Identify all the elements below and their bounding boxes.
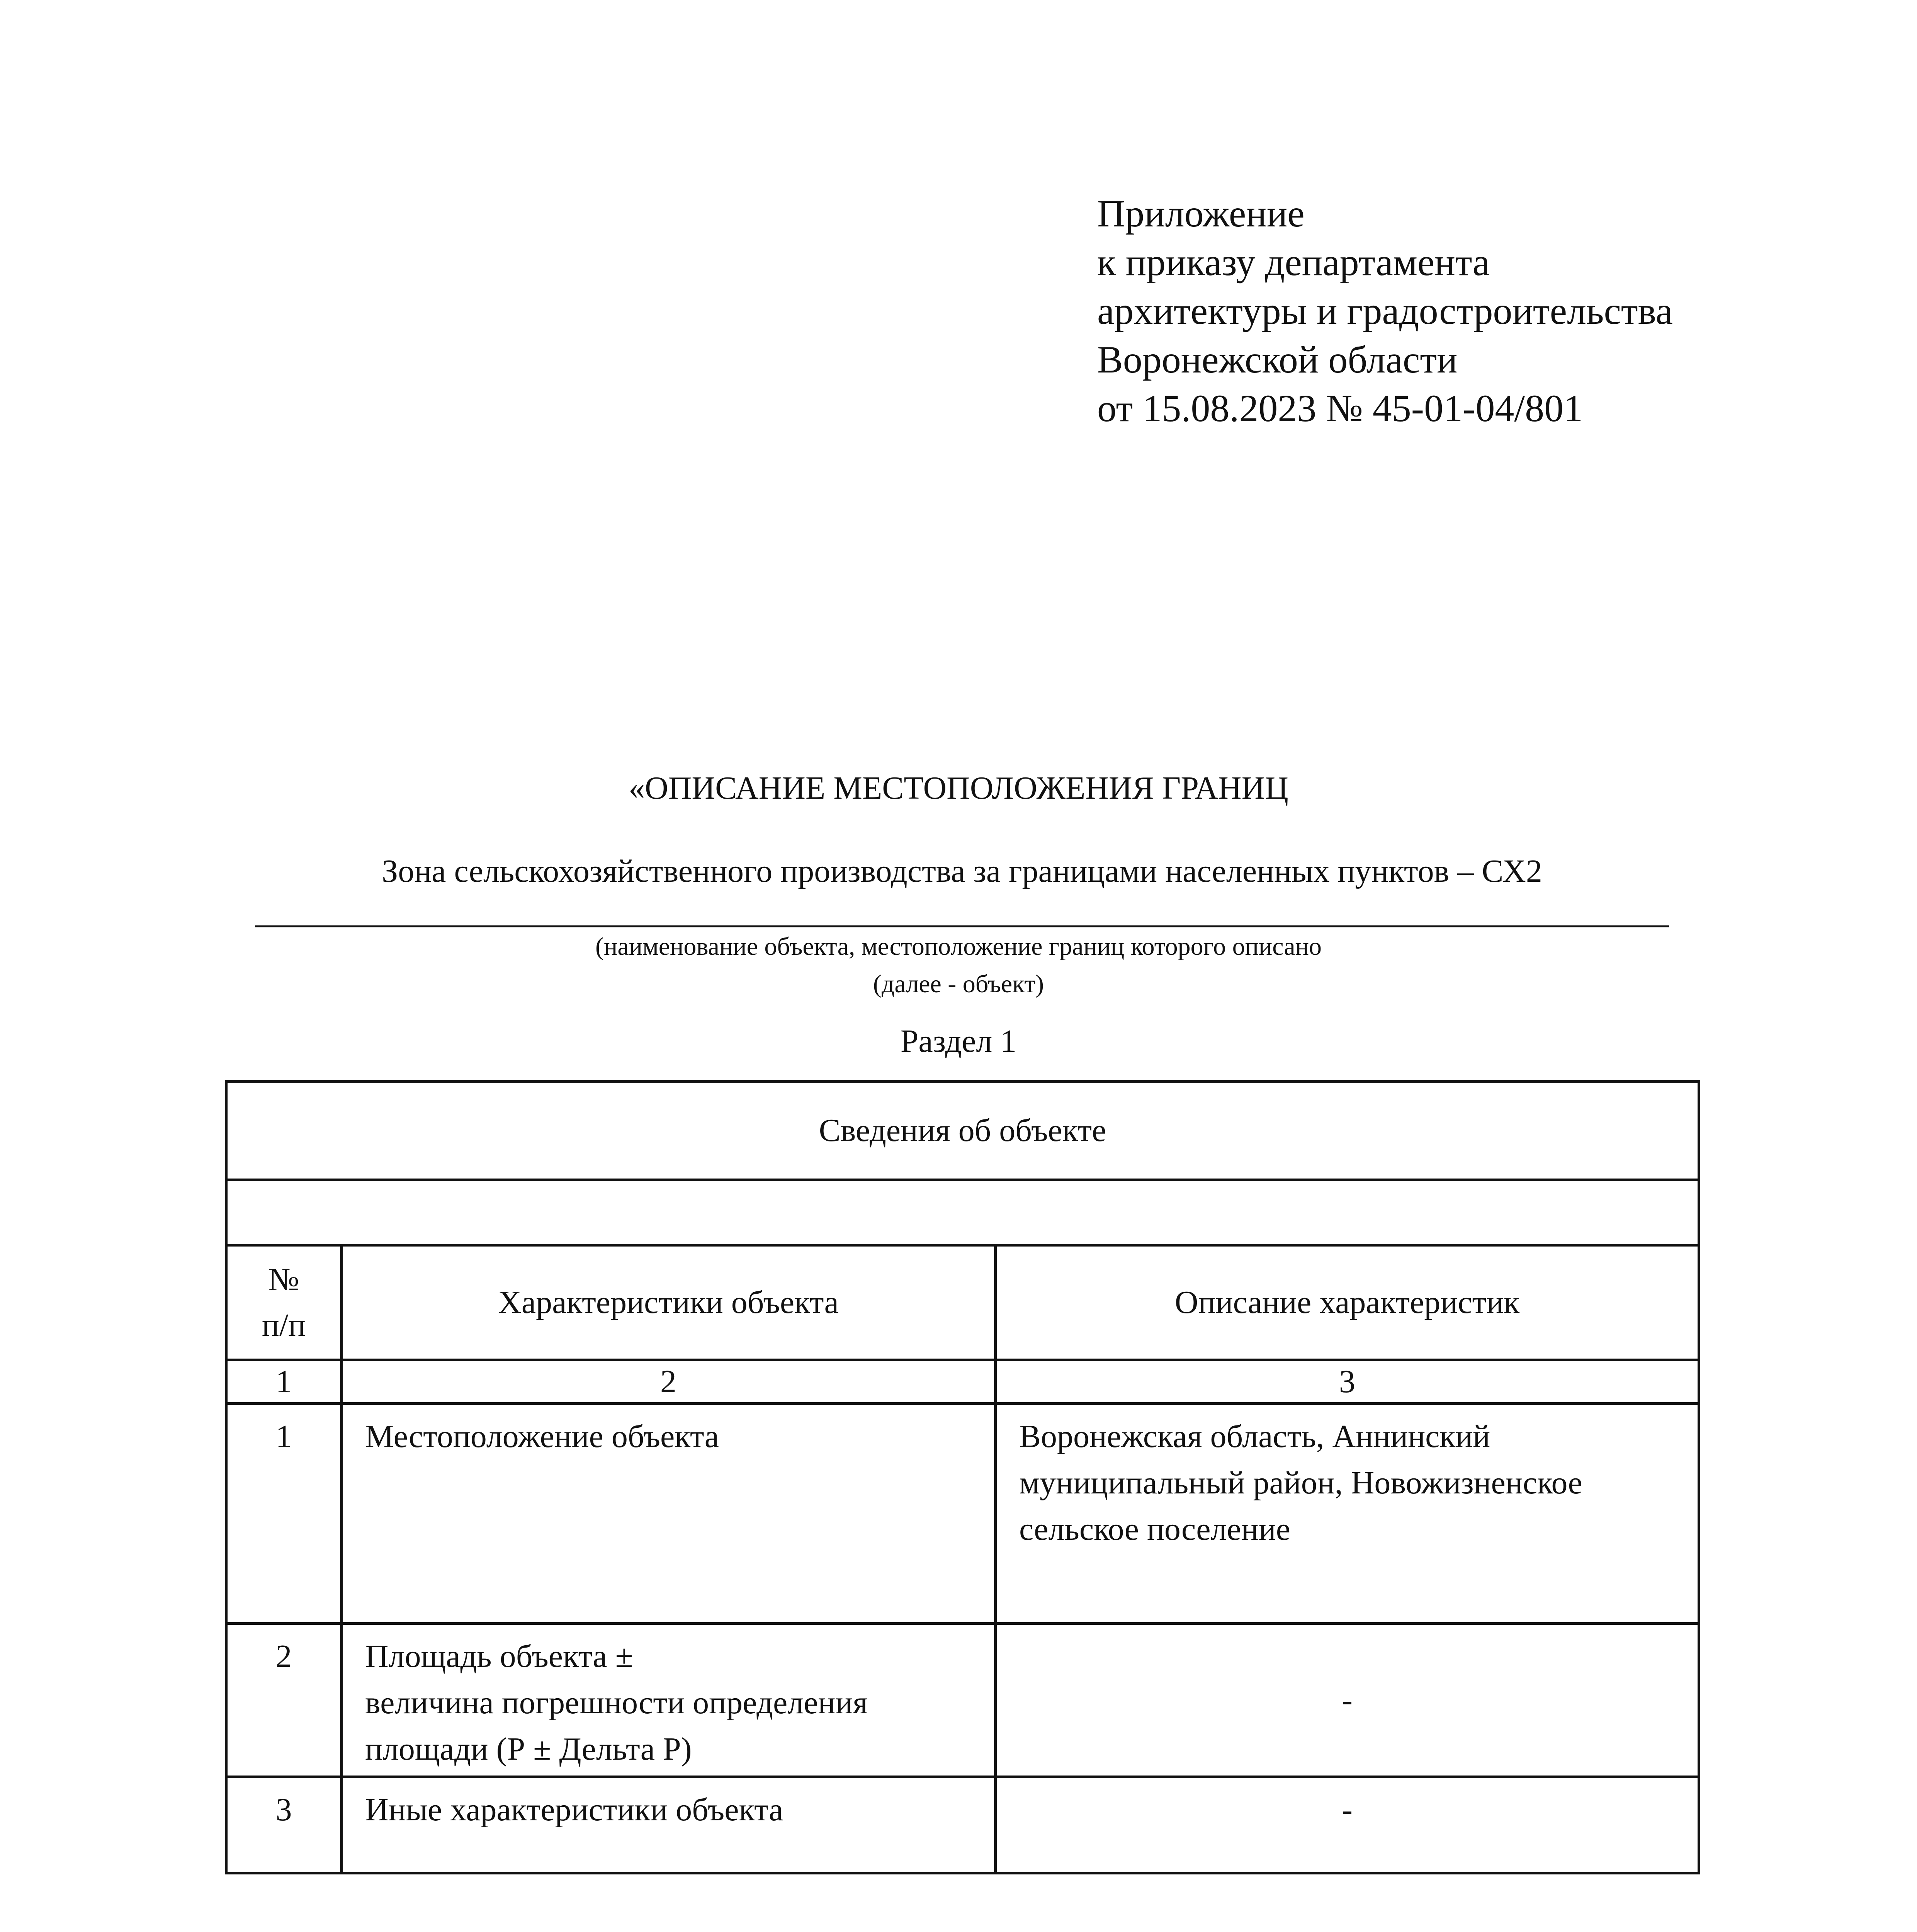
- description-line: сельское поселение: [1019, 1511, 1290, 1547]
- table-blank-cell: [226, 1180, 1699, 1245]
- column-index-1: 1: [226, 1360, 342, 1404]
- row-num: 1: [226, 1404, 342, 1624]
- header-num: [226, 1245, 342, 1360]
- table-caption: Сведения об объекте: [226, 1082, 1699, 1180]
- column-index-2: 2: [342, 1360, 996, 1404]
- appendix-line-1: Приложение: [1097, 192, 1305, 235]
- characteristic-line: Площадь объекта ±: [365, 1638, 633, 1674]
- row-num: 2: [226, 1624, 342, 1777]
- table-row: [226, 1404, 1699, 1624]
- appendix-line-2: к приказу департамента: [1097, 241, 1490, 284]
- row-characteristic: Иные характеристики объекта: [342, 1777, 996, 1873]
- row-characteristic: Местоположение объекта: [342, 1404, 996, 1624]
- object-name: Зона сельскохозяйственного производства за границами населенных пунктов – СХ2: [382, 853, 1542, 889]
- appendix-line-4: Воронежской области: [1097, 338, 1458, 381]
- characteristic-line: величина погрешности определения: [365, 1685, 868, 1721]
- row-description: [996, 1404, 1699, 1624]
- table-header-row: [226, 1245, 1699, 1360]
- object-name-underline: [255, 925, 1669, 927]
- object-hint-line-1: (наименование объекта, местоположение границ которого описано: [595, 932, 1322, 961]
- section-label: Раздел 1: [900, 1023, 1017, 1059]
- table-column-index-row: [226, 1360, 1699, 1404]
- document-title: «ОПИСАНИЕ МЕСТОПОЛОЖЕНИЯ ГРАНИЦ: [629, 770, 1288, 806]
- table-row: [226, 1777, 1699, 1873]
- table-blank-row: [226, 1180, 1699, 1245]
- header-num-abbr: п/п: [262, 1307, 306, 1343]
- appendix-line-5: от 15.08.2023 № 45-01-04/801: [1097, 387, 1583, 430]
- row-characteristic: [342, 1624, 996, 1777]
- description-line: Воронежская область, Аннинский: [1019, 1418, 1490, 1454]
- row-num: 3: [226, 1777, 342, 1873]
- header-num-symbol: №: [268, 1262, 299, 1298]
- object-hint-line-2: (далее - объект): [873, 970, 1044, 998]
- column-index-3: 3: [996, 1360, 1699, 1404]
- header-description: Описание характеристик: [996, 1245, 1699, 1360]
- characteristic-line: площади (Р ± Дельта Р): [365, 1731, 692, 1767]
- table-row: [226, 1624, 1699, 1777]
- appendix-line-3: архитектуры и градостроительства: [1097, 289, 1673, 332]
- row-description: -: [996, 1777, 1699, 1873]
- row-description: -: [996, 1624, 1699, 1777]
- description-line: муниципальный район, Новожизненское: [1019, 1465, 1582, 1501]
- appendix-header: [1097, 189, 1673, 433]
- table-caption-row: [226, 1082, 1699, 1180]
- header-characteristic: Характеристики объекта: [342, 1245, 996, 1360]
- object-info-table: [225, 1080, 1700, 1874]
